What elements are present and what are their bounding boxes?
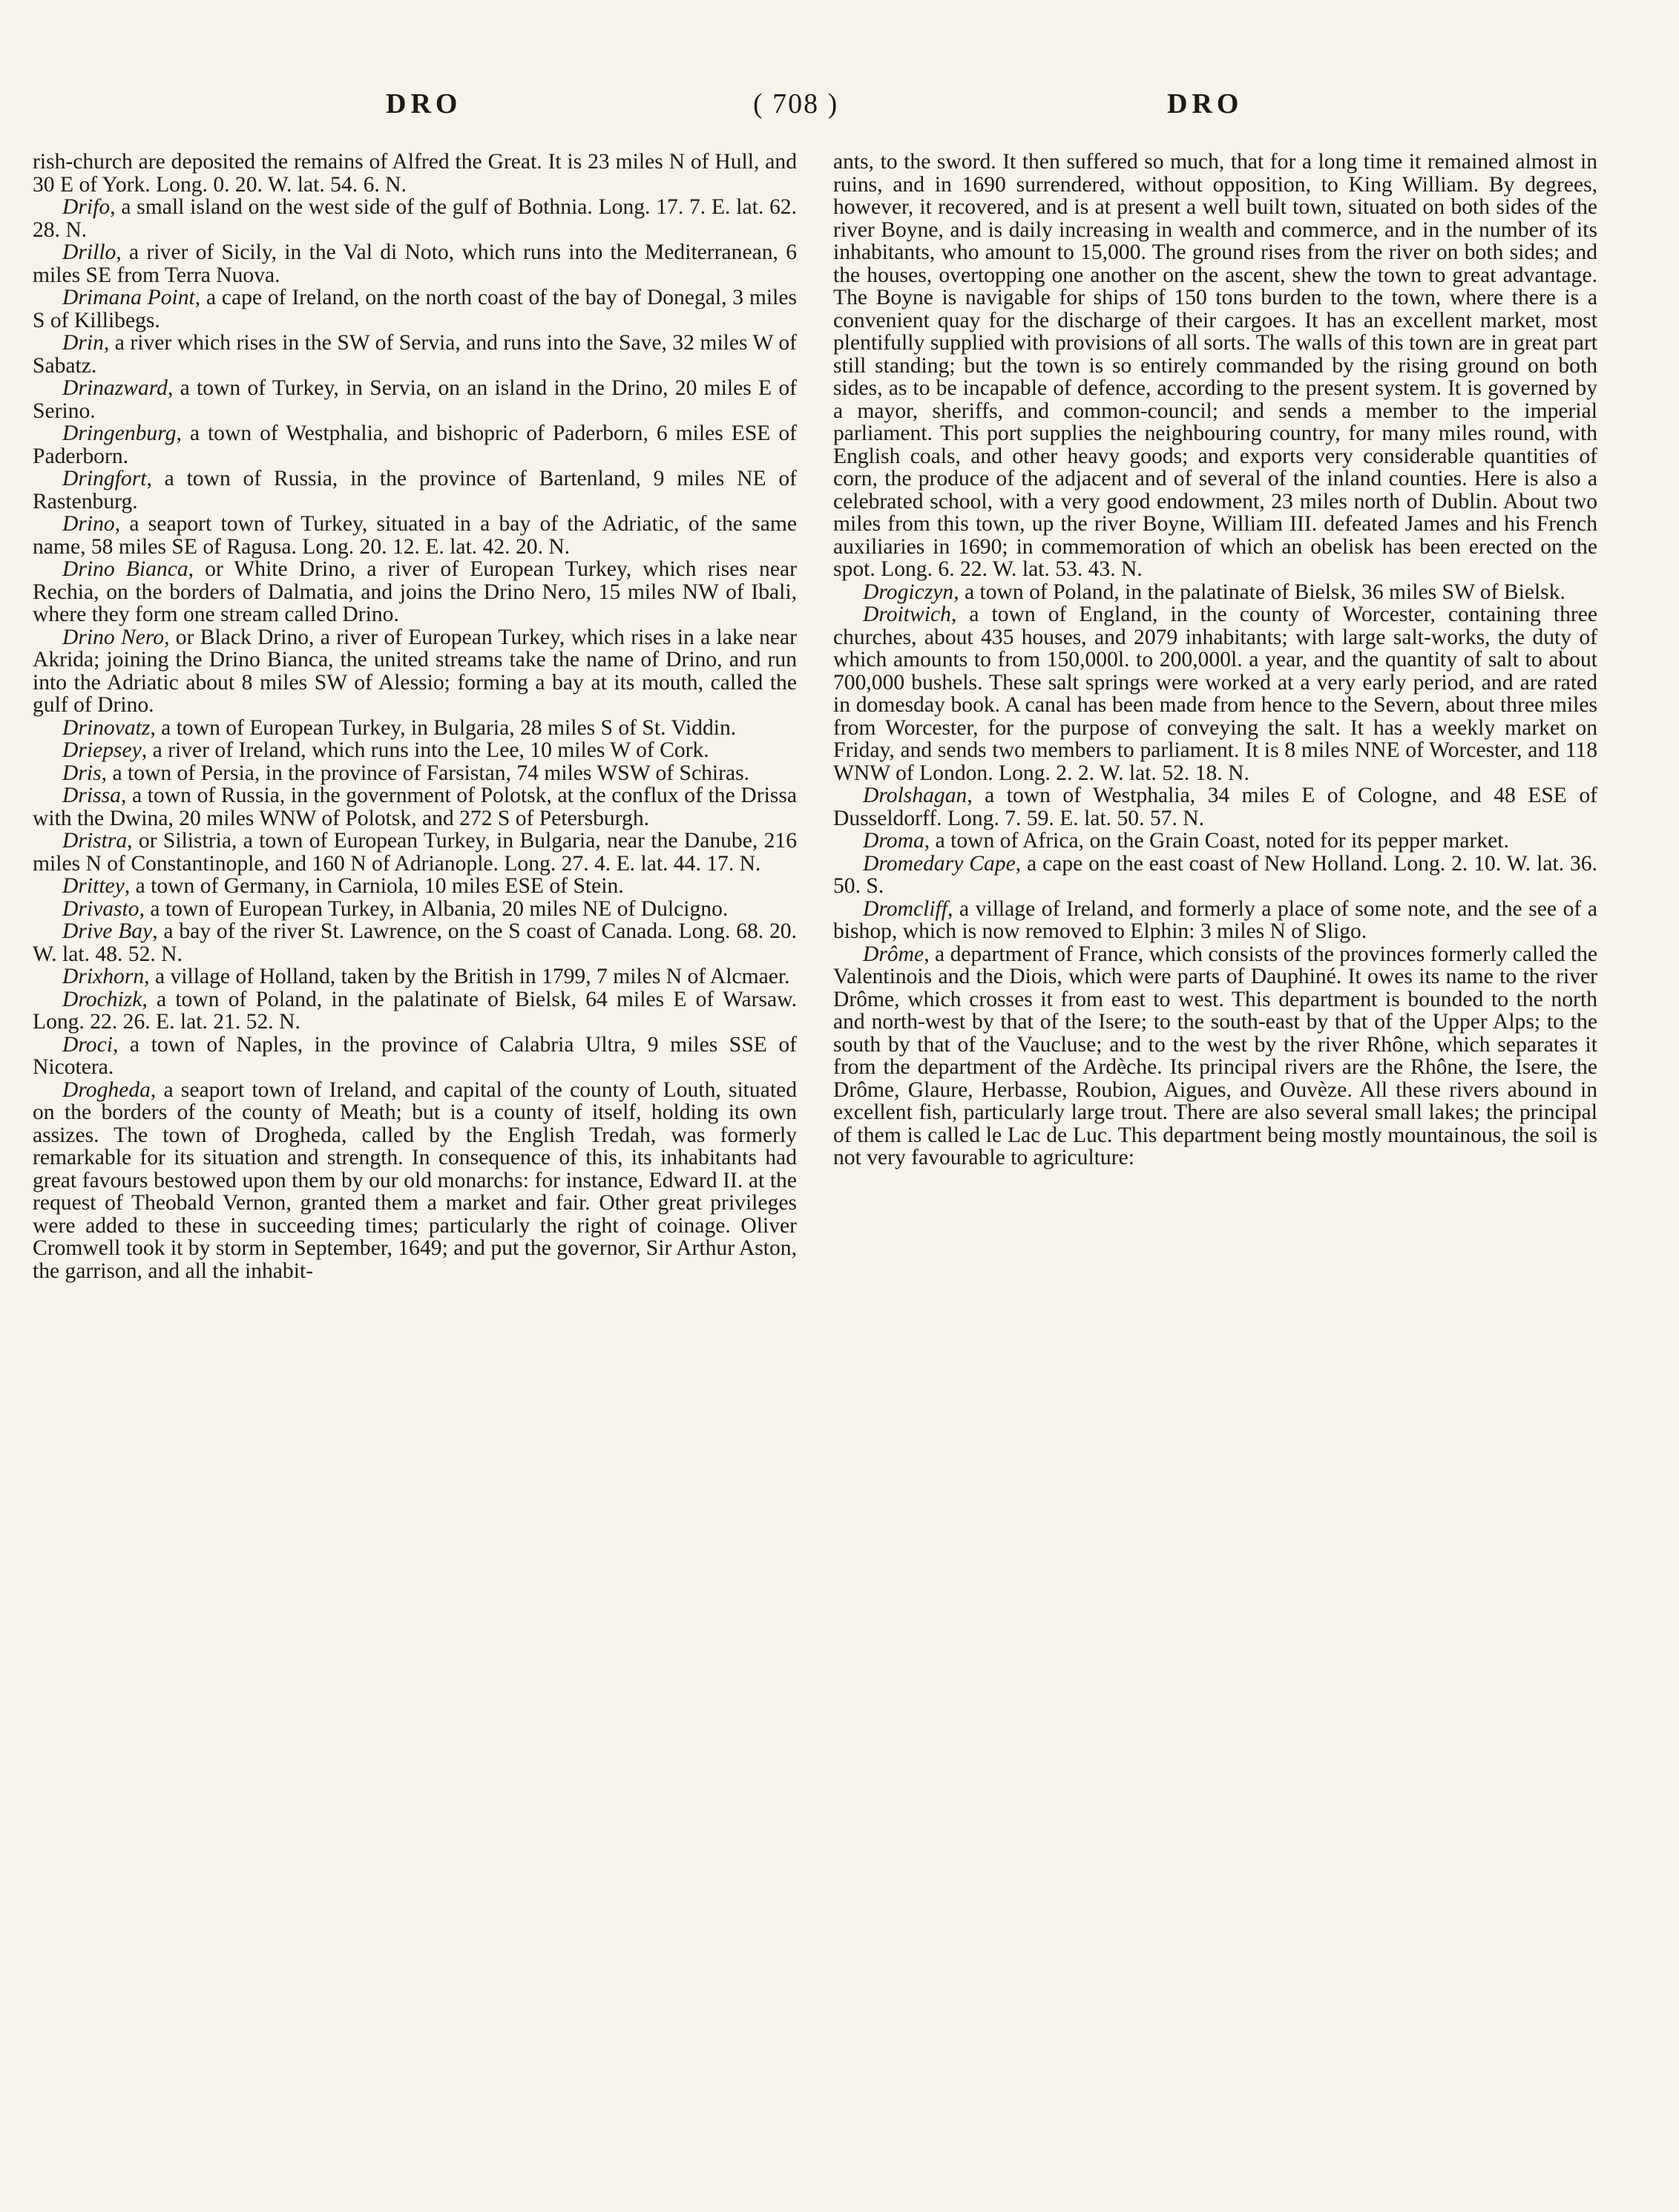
entry-title: Drino Bianca (62, 557, 188, 581)
gazetteer-entry (33, 1079, 797, 1283)
gazetteer-entry (33, 988, 797, 1034)
gazetteer-entry (33, 1034, 797, 1079)
entry-body: , a town of Naples, in the province of Calabria Ultra, 9 miles SSE of Nicotera. (33, 1032, 797, 1079)
gazetteer-entry (33, 286, 797, 332)
gazetteer-entry (833, 784, 1597, 830)
entry-title: Drinovatz (62, 715, 151, 740)
gazetteer-entry (33, 717, 797, 740)
gazetteer-entry (33, 875, 797, 898)
gazetteer-entry (33, 558, 797, 626)
entry-body: , a seaport town of Ireland, and capital of the county of Louth, situated on the borders of the county of Meath; but is a county of itself, holding its own assizes. The town of Drogheda, called by the English Tredah, was formerly remarkable for its situation and strength. In consequence of this, its inhabitants had great favours bestowed upon them by our old monarchs: for instance, Edward II. at the request of Theobald Vernon, granted them a market and fair. Other great privileges were added to these in succeeding times; particularly the right of coinage. Oliver Cromwell took it by storm in September, 1649; and put the governor, Sir Arthur Aston, the garrison, and all the inhabit- (33, 1077, 797, 1283)
entry-title: Drin (62, 331, 104, 355)
entry-title: Droci (62, 1032, 113, 1057)
entry-body: , a town of England, in the county of Worcester, containing three churches, about 435 houses, and 2079 inhabitants; with large salt-works, the duty of which amounts to from 150,000l. to 200,000l. a year, and the quantity of salt to about 700,000 bushels. These salt springs were worked at a very early period, and are rated in domesday book. A canal has been made from hence to the Severn, about three miles from Worcester, for the purpose of conveying the salt. It has a weekly market on Friday, and sends two members to parliament. It is 8 miles NNE of Worcester, and 118 WNW of London. Long. 2. 2. W. lat. 52. 18. N. (833, 603, 1597, 785)
page-number: ( 708 ) (753, 88, 839, 119)
entry-body: , a town of Poland, in the palatinate of Bielsk, 64 miles E of Warsaw. Long. 22. 26. E. lat. 21. 52. N. (33, 987, 797, 1034)
gazetteer-entry (33, 377, 797, 422)
left-column (33, 151, 797, 1282)
page-header (0, 88, 1679, 132)
entry-body: , a village of Ireland, and formerly a place of some note, and the see of a bishop, which is now removed to Elphin: 3 miles N of Sligo. (833, 896, 1597, 943)
entry-title: Drogheda (62, 1077, 151, 1102)
entry-body: , a town of Turkey, in Servia, on an island in the Drino, 20 miles E of Serino. (33, 376, 797, 423)
entry-title: Drivasto (62, 896, 139, 921)
entry-body: , or Silistria, a town of European Turkey, in Bulgaria, near the Danube, 216 miles N of Constantinople, and 160 N of Adrianople. Long. 27. 4. E. lat. 44. 17. N. (33, 829, 797, 876)
gazetteer-entry (33, 920, 797, 965)
entry-title: Drixhorn (62, 965, 145, 988)
gazetteer-entry (833, 581, 1597, 604)
entry-title: Drinazward (62, 376, 168, 400)
entry-title: Drogiczyn (863, 580, 954, 604)
entry-title: Droitwich (863, 603, 951, 626)
entry-body: , a cape of Ireland, on the north coast of the bay of Donegal, 3 miles S of Killibegs. (33, 286, 797, 332)
entry-title: Dringenburg (62, 421, 177, 445)
gazetteer-entry (833, 943, 1597, 1169)
entry-title: Dris (62, 761, 102, 785)
gazetteer-entry (33, 739, 797, 762)
entry-title: Dristra (62, 829, 128, 853)
entry-title: Dromcliff (863, 896, 947, 921)
gazetteer-entry (833, 151, 1597, 581)
entry-body: , a department of France, which consists of the provinces formerly called the Valentinois and the Diois, which were parts of Dauphiné. It owes its name to the river Drôme, which crosses it from east to west. This department is bounded to the north and north-west by that of the Isere; to the south-east by that of the Upper Alps; to the south by that of the Vaucluse; and to the west by the river Rhône, which separates it from the department of the Ardèche. Its principal rivers are the Rhône, the Isere, the Drôme, Glaure, Herbasse, Roubion, Aigues, and Ouvèze. All these rivers abound in excellent fish, particularly large trout. There are also several small lakes; the principal of them is called le Lac de Luc. This department being mostly mountainous, the soil is not very favourable to agriculture: (833, 942, 1597, 1169)
gazetteer-entry (33, 467, 797, 513)
entry-body: , a cape on the east coast of New Holland. Long. 2. 10. W. lat. 36. 50. S. (833, 851, 1597, 898)
entry-title: Drissa (62, 784, 121, 807)
entry-body: , a town of Africa, on the Grain Coast, noted for its pepper market. (924, 829, 1509, 853)
header-left-guideword: DRO (386, 88, 462, 119)
entry-title: Drive Bay (62, 919, 153, 943)
gazetteer-entry (33, 830, 797, 875)
entry-body: , a bay of the river St. Lawrence, on the S coast of Canada. Long. 68. 20. W. lat. 48. 52. N. (33, 919, 798, 966)
entry-body: , a river of Sicily, in the Val di Noto, which runs into the Mediterranean, 6 miles SE from Terra Nuova. (33, 240, 797, 287)
entry-body: , a town of Westphalia, and bishopric of Paderborn, 6 miles ESE of Paderborn. (33, 421, 797, 468)
gazetteer-entry (33, 332, 797, 377)
gazetteer-entry (33, 241, 797, 286)
entry-title: Driepsey (62, 738, 142, 762)
entry-body: rish-church are deposited the remains of Alfred the Great. It is 23 miles N of Hull, and 30 E of York. Long. 0. 20. W. lat. 54. 6. N. (33, 150, 797, 197)
entry-body: , a river which rises in the SW of Servia, and runs into the Save, 32 miles W of Sabatz. (33, 331, 797, 378)
gazetteer-entry (833, 603, 1597, 784)
entry-title: Drino (62, 512, 115, 536)
gazetteer-entry (33, 626, 797, 717)
entry-body: , a town of Persia, in the province of Farsistan, 74 miles WSW of Schiras. (101, 761, 750, 785)
gazetteer-entry (33, 151, 797, 196)
entry-body: , a town of European Turkey, in Albania, 20 miles NE of Dulcigno. (139, 896, 729, 921)
gazetteer-entry (33, 898, 797, 921)
entry-body: , or Black Drino, a river of European Turkey, which rises in a lake near Akrida; joining the Drino Bianca, the united streams take the name of Drino, and run into the Adriatic about 8 miles SW of Alessio; forming a bay at its mouth, called the gulf of Drino. (33, 625, 797, 717)
entry-title: Dringfort (62, 467, 147, 490)
entry-title: Drillo (62, 240, 116, 264)
gazetteer-entry (33, 965, 797, 988)
entry-body: , or White Drino, a river of European Turkey, which rises near Rechia, on the borders of Dalmatia, and joins the Drino Nero, 15 miles NW of Ibali, where they form one stream called Drino. (33, 557, 797, 626)
header-right-guideword: DRO (1167, 88, 1243, 119)
entry-body: , a town of Germany, in Carniola, 10 miles ESE of Stein. (124, 874, 624, 898)
gazetteer-entry (33, 513, 797, 558)
entry-title: Drôme (863, 942, 924, 966)
gazetteer-entry (833, 853, 1597, 898)
right-column (833, 151, 1597, 1169)
gazetteer-entry (33, 762, 797, 785)
entry-title: Drittey (62, 874, 125, 898)
gazetteer-entry (833, 830, 1597, 853)
entry-title: Drino Nero (62, 625, 165, 649)
entry-title: Drochizk (62, 987, 142, 1011)
entry-body: , a town of European Turkey, in Bulgaria, 28 miles S of St. Viddin. (150, 715, 737, 740)
gazetteer-entry (833, 898, 1597, 943)
entry-body: , a village of Holland, taken by the British in 1799, 7 miles N of Alcmaer. (144, 965, 790, 988)
entry-body: , a town of Poland, in the palatinate of Bielsk, 36 miles SW of Bielsk. (953, 580, 1565, 604)
gazetteer-entry (33, 422, 797, 467)
entry-body: , a seaport town of Turkey, situated in a bay of the Adriatic, of the same name, 58 miles SE of Ragusa. Long. 20. 12. E. lat. 42. 20. N. (33, 512, 797, 559)
entry-title: Drimana Point (62, 286, 195, 309)
entry-title: Dromedary Cape (863, 851, 1016, 876)
entry-body: , a river of Ireland, which runs into the Lee, 10 miles W of Cork. (141, 738, 709, 762)
gazetteer-entry (33, 196, 797, 241)
entry-title: Drifo (62, 195, 111, 219)
entry-title: Drolshagan (863, 784, 967, 807)
entry-body: , a small island on the west side of the gulf of Bothnia. Long. 17. 7. E. lat. 62. 28. N. (33, 195, 797, 242)
entry-title: Droma (863, 829, 924, 853)
entry-body: ants, to the sword. It then suffered so much, that for a long time it remained almost in ruins, and in 1690 surrendered, without opposition, to King William. By degrees, however, it recovered, and is at present a well built town, situated on both sides of the river Boyne, and is daily increasing in wealth and commerce, and in the number of its inhabitants, who amount to 15,000. The ground rises from the river on both sides; and the houses, overtopping one another on the ascent, shew the town to great advantage. The Boyne is navigable for ships of 150 tons burden to the town, where there is a convenient quay for the discharge of their cargoes. It has an excellent market, most plentifully supplied with provisions of all sorts. The walls of this town are in great part still standing; but the town is so entirely commanded by the rising ground on both sides, as to be incapable of defence, according to the present system. It is governed by a mayor, sheriffs, and common-council; and sends a member to the imperial parliament. This port supplies the neighbouring country, for many miles round, with English coals, and other heavy goods; and exports very considerable quantities of corn, the produce of the adjacent and of several of the inland counties. Here is also a celebrated school, with a very good endowment, 23 miles north of Dublin. About two miles from this town, up the river Boyne, William III. defeated James and his French auxiliaries in 1690; in commemoration of which an obelisk has been erected on the spot. Long. 6. 22. W. lat. 53. 43. N. (833, 150, 1597, 581)
entry-body: , a town of Westphalia, 34 miles E of Cologne, and 48 ESE of Dusseldorff. Long. 7. 59. E. lat. 50. 57. N. (833, 784, 1597, 830)
gazetteer-entry (33, 784, 797, 830)
entry-body: , a town of Russia, in the government of Polotsk, at the conflux of the Drissa with the Dwina, 20 miles WNW of Polotsk, and 272 S of Petersburgh. (33, 784, 797, 830)
entry-body: , a town of Russia, in the province of Bartenland, 9 miles NE of Rastenburg. (33, 467, 797, 513)
